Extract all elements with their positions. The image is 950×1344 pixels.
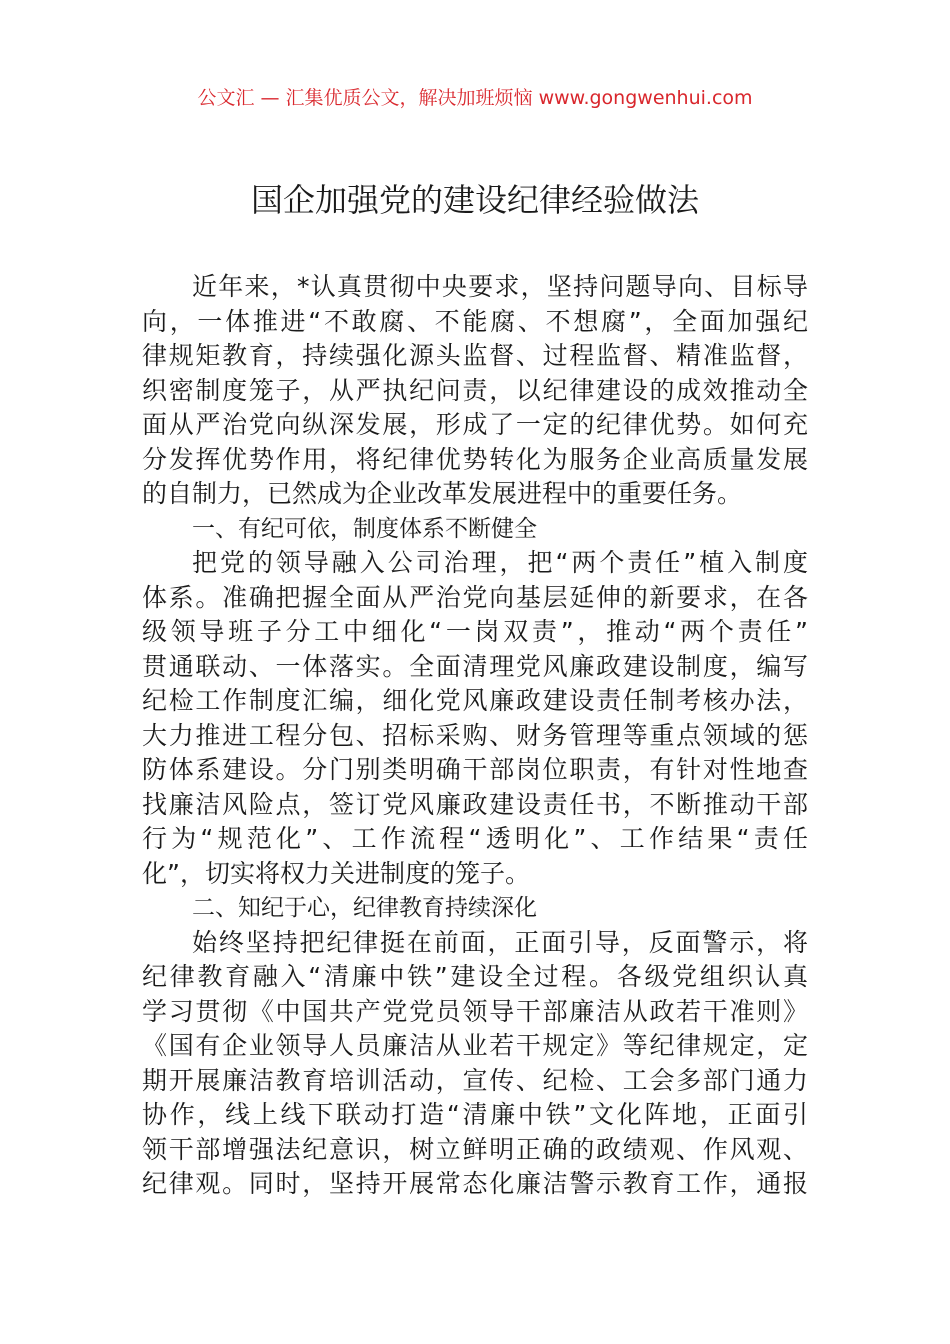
text-line: 贯通联动、一体落实。全面清理党风廉政建设制度，编写 [142, 651, 808, 681]
document-body [142, 270, 808, 1202]
text-line: 学习贯彻《中国共产党党员领导干部廉洁从政若干准则》 [142, 996, 808, 1026]
text-line: 期开展廉洁教育培训活动，宣传、纪检、工会多部门通力 [142, 1065, 808, 1095]
text-line: 的自制力，已然成为企业改革发展进程中的重要任务。 [142, 479, 743, 508]
text-line: 级领导班子分工中细化“一岗双责”，推动“两个责任” [142, 617, 808, 646]
section-heading-2: 二、知纪于心，纪律教育持续深化 [192, 895, 537, 921]
text-line: 体系。准确把握全面从严治党向基层延伸的新要求，在各 [142, 582, 808, 612]
text-line: 化”，切实将权力关进制度的笼子。 [142, 858, 530, 888]
text-line: 纪律观。同时，坚持开展常态化廉洁警示教育工作，通报 [142, 1169, 808, 1198]
text-line: 《国有企业领导人员廉洁从业若干规定》等纪律规定，定 [142, 1031, 808, 1060]
text-line: 面从严治党向纵深发展，形成了一定的纪律优势。如何充 [142, 410, 808, 439]
text-line: 分发挥优势作用，将纪律优势转化为服务企业高质量发展 [142, 444, 808, 474]
text-line: 织密制度笼子，从严执纪问责，以纪律建设的成效推动全 [142, 375, 808, 405]
text-line: 纪律教育融入“清廉中铁”建设全过程。各级党组织认真 [142, 962, 808, 991]
text-line: 领干部增强法纪意识，树立鲜明正确的政绩观、作风观、 [142, 1134, 808, 1164]
document-title: 国企加强党的建设纪律经验做法 [250, 181, 699, 219]
text-line: 大力推进工程分包、招标采购、财务管理等重点领域的惩 [142, 720, 808, 750]
text-line: 纪检工作制度汇编，细化党风廉政建设责任制考核办法， [142, 686, 808, 715]
text-line: 近年来，*认真贯彻中央要求，坚持问题导向、目标导 [192, 272, 808, 301]
text-line: 向，一体推进“不敢腐、不能腐、不想腐”，全面加强纪 [142, 306, 808, 336]
text-line: 协作，线上线下联动打造“清廉中铁”文化阵地，正面引 [142, 1100, 808, 1129]
text-line: 始终坚持把纪律挺在前面，正面引导，反面警示，将 [192, 927, 808, 957]
text-line: 行为“规范化”、工作流程“透明化”、工作结果“责任 [142, 824, 808, 853]
section-heading-1: 一、有纪可依，制度体系不断健全 [192, 515, 537, 542]
site-banner: 公文汇 — 汇集优质公文，解决加班烦恼 www.gongwenhui.com [197, 87, 753, 109]
text-line: 防体系建设。分门别类明确干部岗位职责，有针对性地查 [142, 755, 808, 784]
text-line: 找廉洁风险点，签订党风廉政建设责任书，不断推动干部 [142, 789, 808, 819]
text-line: 律规矩教育，持续强化源头监督、过程监督、精准监督， [142, 341, 808, 370]
text-line: 把党的领导融入公司治理，把“两个责任”植入制度 [192, 548, 808, 577]
